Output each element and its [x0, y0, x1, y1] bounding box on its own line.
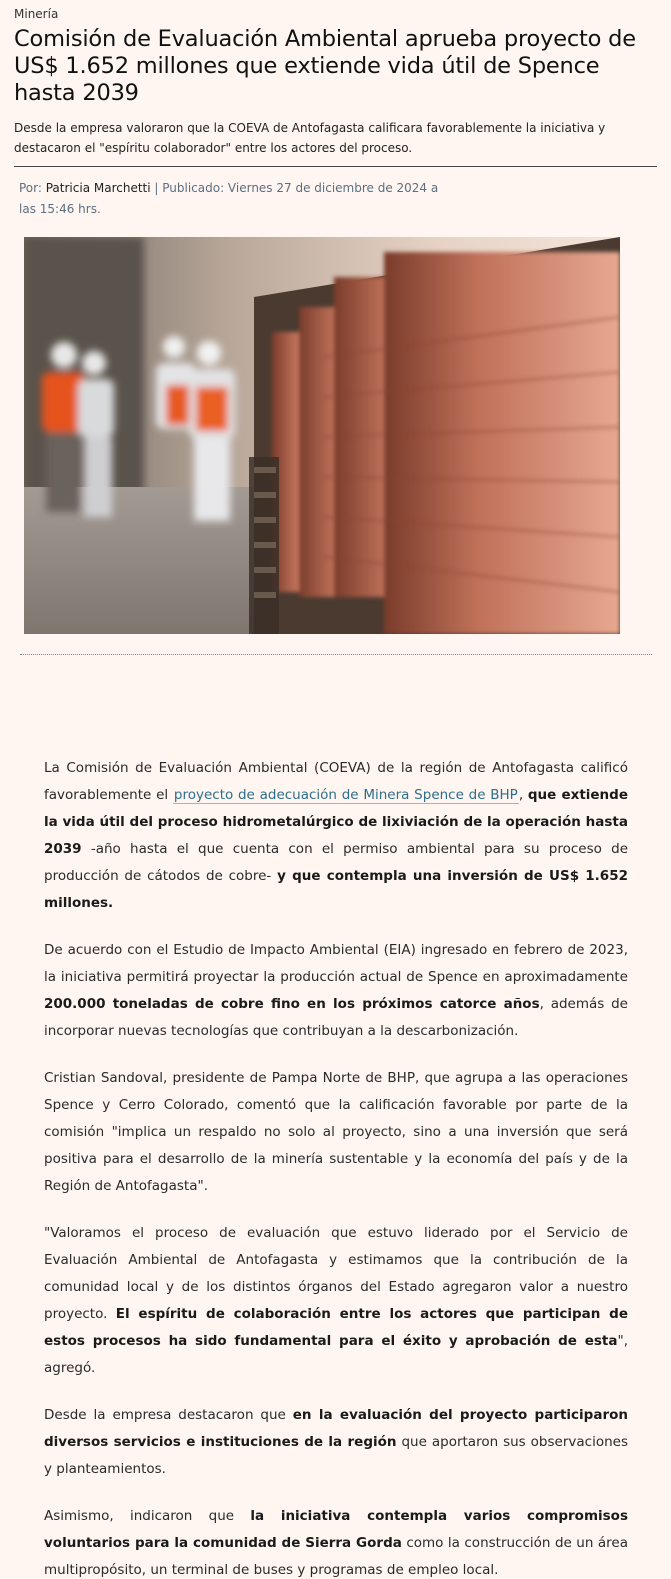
- paragraph-3: [44, 1065, 628, 1200]
- headline: Comisión de Evaluación Ambiental aprueba proyecto de US$ 1.652 millones que extiende vida útil de Spence hasta 2039: [14, 26, 636, 106]
- byline-separator: |: [150, 181, 163, 195]
- byline-by-label: Por:: [19, 181, 46, 195]
- paragraph-2: [44, 937, 628, 1045]
- paragraph-3-text-1: Cristian Sandoval, presidente de Pampa Norte de BHP, que agrupa a las operaciones Spence y Cerro Colorado, comentó que la calificación favorable por parte de la comisión "implica un respaldo no solo al proyecto, sino a una inversión que será positiva para el desarrollo de la minería sustentable y la economía del país y de la Región de Antofagasta".: [44, 1070, 628, 1194]
- paragraph-4: [44, 1220, 628, 1382]
- paragraph-6: [44, 1503, 628, 1579]
- paragraph-4-bold-1: El espíritu de colaboración entre los actores que participan de estos procesos ha sido fundamental para el éxito y aprobación de esta: [44, 1306, 628, 1349]
- paragraph-5: [44, 1402, 628, 1483]
- paragraph-2-text-2: , además de incorporar nuevas tecnologías que contribuyan a la descarbonización.: [44, 996, 628, 1039]
- paragraph-4-text-2: ", agregó.: [44, 1333, 628, 1376]
- paragraph-2-bold-1: 200.000 toneladas de cobre fino en los próximos catorce años: [44, 996, 540, 1012]
- paragraph-1-bold-2: y que contempla una inversión de US$ 1.652 millones.: [44, 868, 628, 911]
- paragraph-1-text-2: ,: [518, 787, 528, 803]
- article-body: [44, 755, 628, 1579]
- paragraph-5-text-2: que aportaron sus observaciones y planteamientos.: [44, 1434, 628, 1477]
- hero-image: [24, 237, 620, 634]
- paragraph-1-text-3: -año hasta el que cuenta con el permiso ambiental para su proceso de producción de cátodos de cobre-: [44, 841, 628, 884]
- header-divider: [14, 166, 657, 167]
- paragraph-1-bold-1: que extiende la vida útil del proceso hidrometalúrgico de lixiviación de la operación hasta 2039: [44, 787, 628, 857]
- paragraph-6-text-2: como la construcción de un área multipropósito, un terminal de buses y programas de empleo local.: [44, 1535, 628, 1578]
- paragraph-4-text-1: "Valoramos el proceso de evaluación que estuvo liderado por el Servicio de Evaluación Ambiental de Antofagasta y estimamos que la contribución de la comunidad local y de los distintos órganos del Estado agregaron valor a nuestro proyecto.: [44, 1225, 628, 1322]
- section-label[interactable]: Minería: [14, 7, 59, 21]
- spence-project-link[interactable]: proyecto de adecuación de Minera Spence de BHP: [173, 787, 518, 803]
- paragraph-1-text-1: La Comisión de Evaluación Ambiental (COEVA) de la región de Antofagasta calificó favorablemente el: [44, 760, 628, 803]
- paragraph-6-bold-1: la iniciativa contempla varios compromisos voluntarios para la comunidad de Sierra Gorda: [44, 1508, 628, 1551]
- paragraph-2-text-1: De acuerdo con el Estudio de Impacto Ambiental (EIA) ingresado en febrero de 2023, la iniciativa permitirá proyectar la producción actual de Spence en aproximadamente: [44, 942, 628, 985]
- byline-author[interactable]: Patricia Marchetti: [45, 181, 151, 195]
- paragraph-1: [44, 755, 628, 917]
- byline-published: Publicado: Viernes 27 de diciembre de 2024 a las 15:46 hrs.: [19, 181, 439, 216]
- paragraph-5-text-1: Desde la empresa destacaron que: [44, 1407, 293, 1423]
- image-divider: [20, 654, 652, 655]
- paragraph-5-bold-1: en la evaluación del proyecto participaron diversos servicios e instituciones de la región: [44, 1407, 628, 1450]
- byline: [19, 178, 449, 220]
- hero-photo-illustration: [24, 237, 620, 634]
- lead-paragraph: Desde la empresa valoraron que la COEVA de Antofagasta calificara favorablemente la iniciativa y destacaron el "espíritu colaborador" entre los actores del proceso.: [14, 121, 606, 155]
- paragraph-6-text-1: Asimismo, indicaron que: [44, 1508, 251, 1524]
